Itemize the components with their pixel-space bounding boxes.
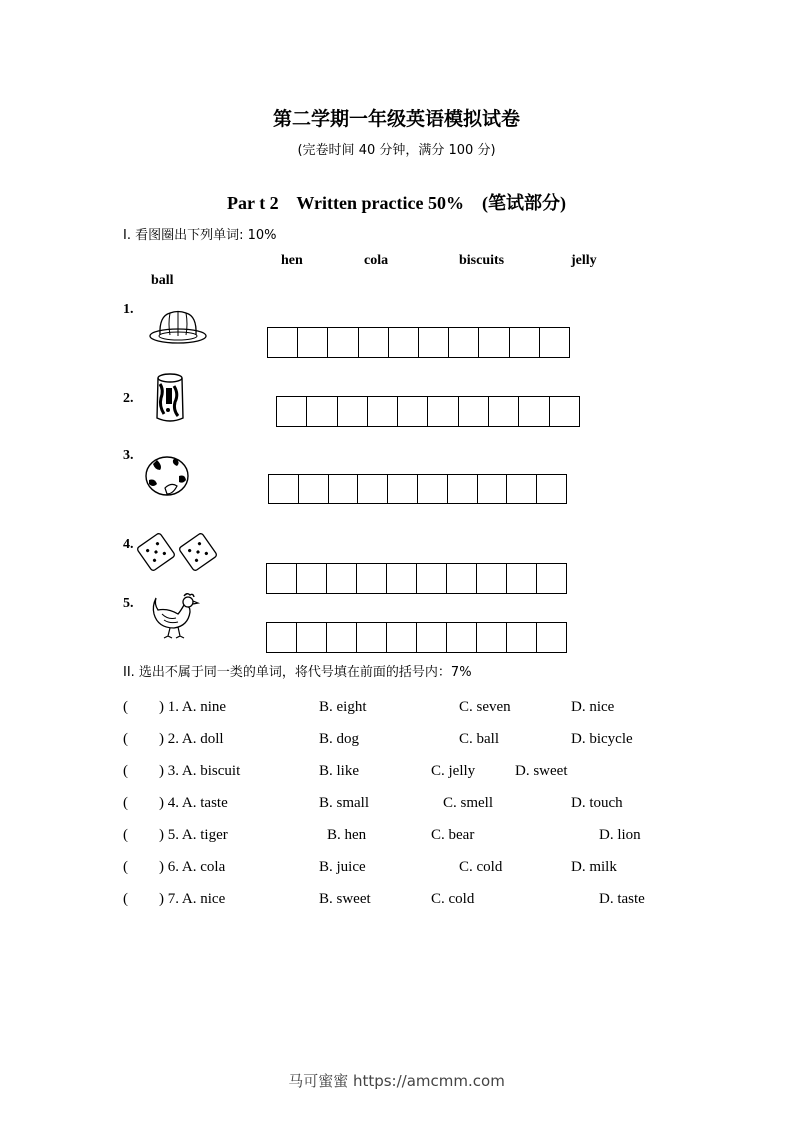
letter-box[interactable] <box>338 396 368 427</box>
answer-paren: ( <box>123 699 128 715</box>
answer-boxes[interactable] <box>266 622 567 653</box>
option-d: D. nice <box>571 699 615 715</box>
letter-box[interactable] <box>398 396 428 427</box>
letter-box[interactable] <box>299 474 329 504</box>
option-c: C. ball <box>459 731 499 747</box>
page-subtitle: (完卷时间 40 分钟，满分 100 分) <box>297 143 496 158</box>
answer-paren: ( <box>123 795 128 811</box>
letter-box[interactable] <box>357 622 387 653</box>
word-bank-item: ball <box>151 273 174 288</box>
answer-paren: ( <box>123 891 128 907</box>
answer-paren: ( <box>123 731 128 747</box>
letter-box[interactable] <box>477 563 507 594</box>
letter-box[interactable] <box>510 327 540 358</box>
letter-box[interactable] <box>297 563 327 594</box>
letter-box[interactable] <box>269 474 299 504</box>
option-b: B. hen <box>327 827 367 843</box>
biscuits-icon <box>134 530 222 572</box>
letter-box[interactable] <box>327 563 357 594</box>
letter-box[interactable] <box>368 396 398 427</box>
letter-box[interactable] <box>537 563 567 594</box>
letter-box[interactable] <box>358 474 388 504</box>
question-stem-option-a: ) 3. A. biscuit <box>159 763 241 779</box>
item-number: 1. <box>123 302 134 317</box>
letter-box[interactable] <box>489 396 519 427</box>
letter-box[interactable] <box>537 474 567 504</box>
letter-box[interactable] <box>449 327 479 358</box>
page-title: 第二学期一年级英语模拟试卷 <box>272 108 520 130</box>
letter-box[interactable] <box>550 396 580 427</box>
letter-box[interactable] <box>537 622 567 653</box>
option-c: C. cold <box>431 891 475 907</box>
option-c: C. cold <box>459 859 503 875</box>
letter-box[interactable] <box>277 396 307 427</box>
letter-box[interactable] <box>357 563 387 594</box>
letter-box[interactable] <box>387 622 417 653</box>
letter-box[interactable] <box>507 563 537 594</box>
item-number: 2. <box>123 391 134 406</box>
letter-box[interactable] <box>479 327 509 358</box>
letter-box[interactable] <box>298 327 328 358</box>
answer-paren: ( <box>123 827 128 843</box>
letter-box[interactable] <box>447 563 477 594</box>
option-c: C. bear <box>431 827 475 843</box>
option-d: D. bicycle <box>571 731 633 747</box>
footer-watermark: 马可蜜蜜 https://amcmm.com <box>288 1072 505 1090</box>
letter-box[interactable] <box>327 622 357 653</box>
letter-box[interactable] <box>388 474 418 504</box>
question-stem-option-a: ) 1. A. nine <box>159 699 227 715</box>
letter-box[interactable] <box>267 563 297 594</box>
option-b: B. dog <box>319 731 360 747</box>
section-1-heading: I. 看图圈出下列单词: 10% <box>123 228 277 243</box>
option-d: D. sweet <box>515 763 568 779</box>
letter-box[interactable] <box>507 622 537 653</box>
letter-box[interactable] <box>477 622 507 653</box>
letter-box[interactable] <box>448 474 478 504</box>
word-bank-item: hen <box>281 253 303 268</box>
option-b: B. juice <box>319 859 366 875</box>
letter-box[interactable] <box>389 327 419 358</box>
item-number: 5. <box>123 596 134 611</box>
letter-box[interactable] <box>417 563 447 594</box>
option-d: D. milk <box>571 859 617 875</box>
option-b: B. small <box>319 795 370 811</box>
option-c: C. jelly <box>431 763 476 779</box>
letter-box[interactable] <box>307 396 337 427</box>
option-d: D. lion <box>599 827 641 843</box>
option-b: B. eight <box>319 699 367 715</box>
letter-box[interactable] <box>507 474 537 504</box>
question-stem-option-a: ) 4. A. taste <box>159 795 228 811</box>
answer-boxes[interactable] <box>266 563 567 594</box>
letter-box[interactable] <box>267 622 297 653</box>
letter-box[interactable] <box>268 327 298 358</box>
option-d: D. taste <box>599 891 645 907</box>
letter-box[interactable] <box>359 327 389 358</box>
word-bank-item: cola <box>364 253 389 268</box>
section-2-heading: II. 选出不属于同一类的单词，将代号填在前面的括号内：7% <box>123 665 472 680</box>
answer-boxes[interactable] <box>267 327 570 358</box>
option-c: C. seven <box>459 699 511 715</box>
ball-icon <box>143 454 191 498</box>
letter-box[interactable] <box>417 622 447 653</box>
item-number: 4. <box>123 537 134 552</box>
option-c: C. smell <box>443 795 494 811</box>
letter-box[interactable] <box>297 622 327 653</box>
cola-can-icon <box>152 372 190 424</box>
word-bank-item: jelly <box>571 253 597 268</box>
letter-box[interactable] <box>419 327 449 358</box>
letter-box[interactable] <box>428 396 458 427</box>
hen-icon <box>150 590 202 640</box>
option-b: B. sweet <box>319 891 371 907</box>
jelly-icon <box>148 308 208 346</box>
part-heading: Par t 2 Written practice 50% (笔试部分) <box>227 193 566 213</box>
letter-box[interactable] <box>328 327 358 358</box>
answer-boxes[interactable] <box>268 474 567 504</box>
question-stem-option-a: ) 7. A. nice <box>159 891 226 907</box>
answer-paren: ( <box>123 859 128 875</box>
letter-box[interactable] <box>418 474 448 504</box>
letter-box[interactable] <box>540 327 570 358</box>
letter-box[interactable] <box>387 563 417 594</box>
letter-box[interactable] <box>459 396 489 427</box>
letter-box[interactable] <box>329 474 359 504</box>
answer-boxes[interactable] <box>276 396 580 427</box>
question-stem-option-a: ) 2. A. doll <box>159 731 224 747</box>
word-bank-item: biscuits <box>459 253 505 268</box>
item-number: 3. <box>123 448 134 463</box>
question-stem-option-a: ) 5. A. tiger <box>159 827 228 843</box>
letter-box[interactable] <box>447 622 477 653</box>
option-d: D. touch <box>571 795 623 811</box>
option-b: B. like <box>319 763 359 779</box>
question-stem-option-a: ) 6. A. cola <box>159 859 226 875</box>
answer-paren: ( <box>123 763 128 779</box>
letter-box[interactable] <box>478 474 508 504</box>
letter-box[interactable] <box>519 396 549 427</box>
